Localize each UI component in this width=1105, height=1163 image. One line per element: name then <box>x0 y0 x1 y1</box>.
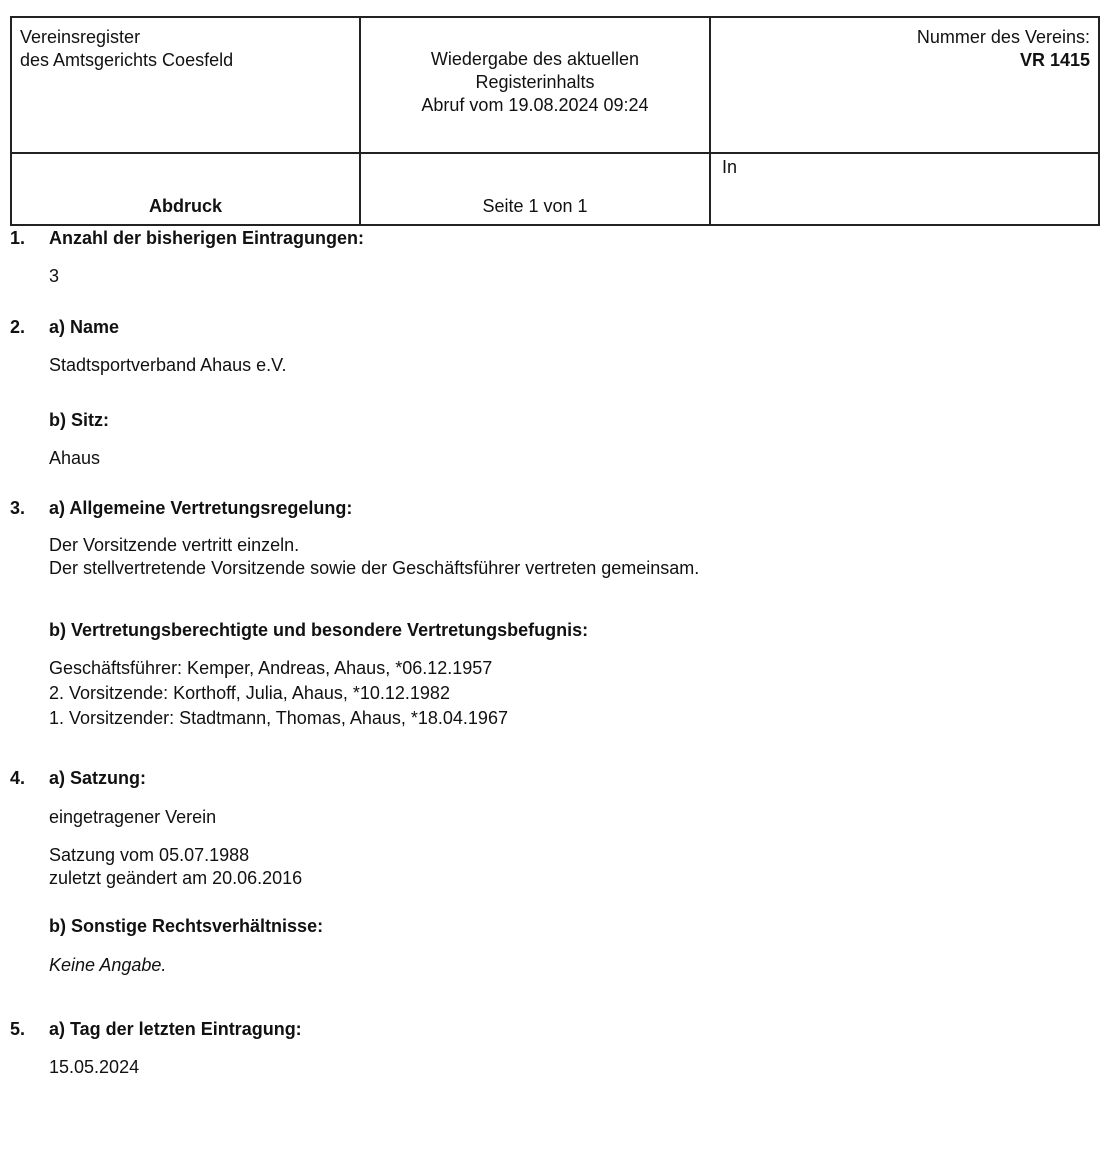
court-line-1: Vereinsregister <box>20 27 141 47</box>
register-header-table <box>10 16 1100 226</box>
statute-line: zuletzt geändert am 20.06.2016 <box>49 868 303 888</box>
section-4a-statute <box>49 844 302 890</box>
section-4a-value: eingetragener Verein <box>49 807 217 827</box>
print-type-cell <box>11 153 360 225</box>
representative-line: 2. Vorsitzende: Korthoff, Julia, Ahaus, *10.12.1982 <box>49 683 450 703</box>
page-info: Seite 1 von 1 <box>482 196 588 216</box>
section-2b-value: Ahaus <box>49 448 101 468</box>
section-3a-line: Der stellvertretende Vorsitzende sowie der Geschäftsführer vertreten gemeinsam. <box>49 558 700 578</box>
section-3b-label: b) Vertretungsberechtigte und besondere Vertretungsbefugnis: <box>49 620 589 640</box>
section-5a-value: 15.05.2024 <box>49 1057 140 1077</box>
section-4b-label: b) Sonstige Rechtsverhältnisse: <box>49 916 324 936</box>
page-info-cell <box>360 153 710 225</box>
in-cell <box>710 153 1099 225</box>
retrieval-date: Abruf vom 19.08.2024 09:24 <box>421 95 649 115</box>
section-3-number: 3. <box>10 498 26 518</box>
section-3a-value <box>49 534 699 580</box>
representative-line: Geschäftsführer: Kemper, Andreas, Ahaus, *06.12.1957 <box>49 658 493 678</box>
print-type: Abdruck <box>148 196 222 216</box>
section-4-number: 4. <box>10 768 26 788</box>
section-3a-label: a) Allgemeine Vertretungsregelung: <box>49 498 353 518</box>
section-1-number: 1. <box>10 228 26 248</box>
section-2b-label: b) Sitz: <box>49 410 109 430</box>
section-5a-label: a) Tag der letzten Eintragung: <box>49 1019 302 1039</box>
in-label: In <box>722 157 738 177</box>
representative-line: 1. Vorsitzender: Stadtmann, Thomas, Ahaus, *18.04.1967 <box>49 708 508 728</box>
title-cell <box>360 17 710 153</box>
section-1-label: Anzahl der bisherigen Eintragungen: <box>49 228 365 248</box>
court-line-2: des Amtsgerichts Coesfeld <box>20 50 234 70</box>
number-value: VR 1415 <box>1019 50 1090 70</box>
section-4a-label: a) Satzung: <box>49 768 146 788</box>
court-cell <box>11 17 360 153</box>
section-2a-value: Stadtsportverband Ahaus e.V. <box>49 355 287 375</box>
section-3b-value <box>49 656 508 731</box>
section-2a-label: a) Name <box>49 317 120 337</box>
section-2-number: 2. <box>10 317 26 337</box>
association-number-cell <box>710 17 1099 153</box>
statute-line: Satzung vom 05.07.1988 <box>49 845 250 865</box>
section-3a-line: Der Vorsitzende vertritt einzeln. <box>49 535 300 555</box>
section-5-number: 5. <box>10 1019 26 1039</box>
title-line-1: Wiedergabe des aktuellen <box>430 49 640 69</box>
section-1-value: 3 <box>49 266 60 286</box>
title-line-2: Registerinhalts <box>475 72 595 92</box>
section-4b-value: Keine Angabe. <box>49 955 167 975</box>
number-label: Nummer des Vereins: <box>916 27 1090 47</box>
